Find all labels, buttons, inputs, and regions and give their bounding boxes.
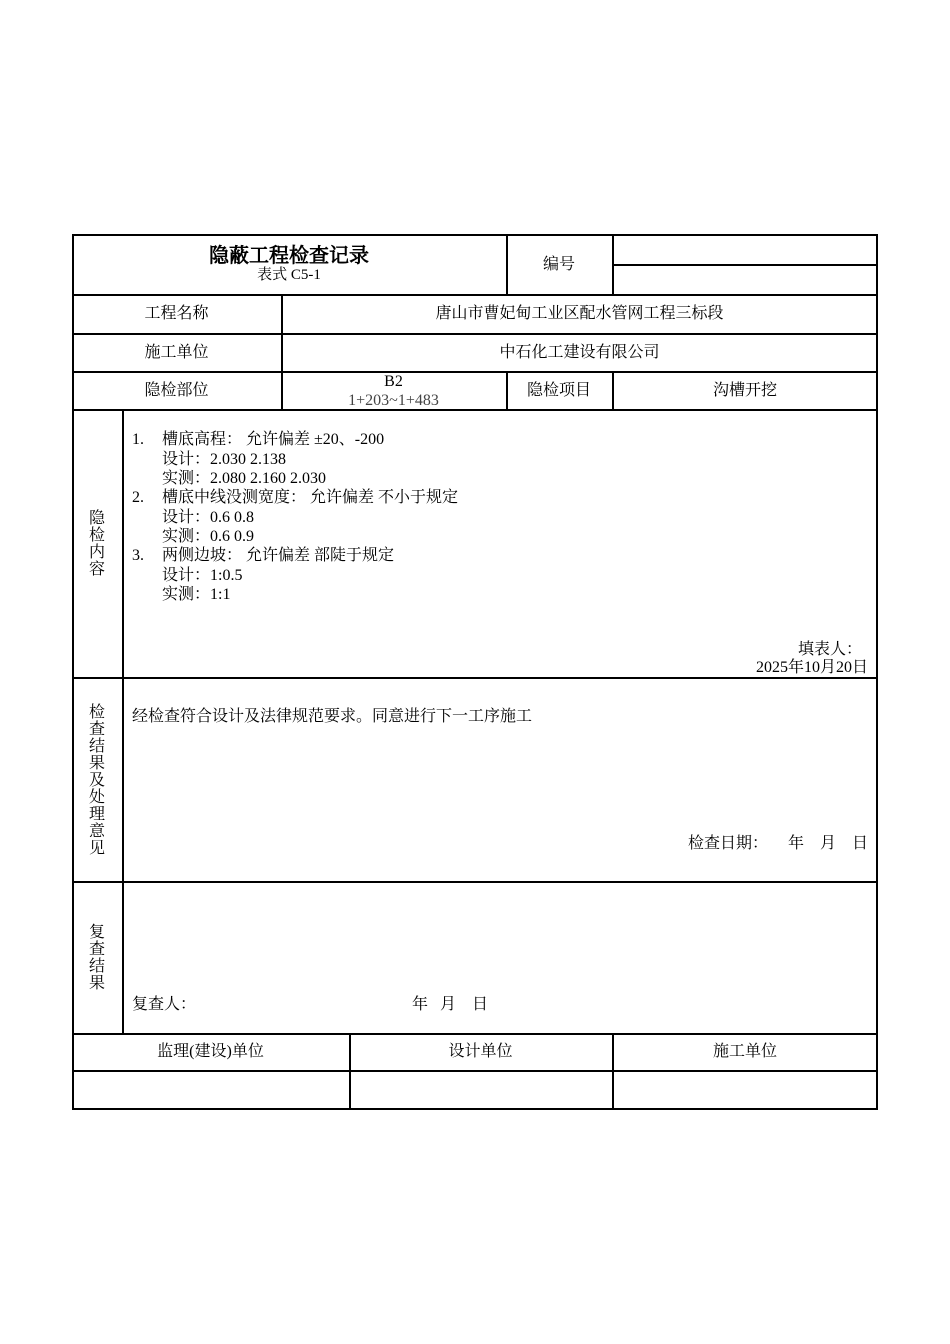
list-item-number: 2.	[132, 489, 144, 506]
inspection-part-value: B2	[384, 373, 403, 390]
filler-label: 填表人：	[797, 641, 862, 658]
result-text: 经检查符合设计及法律规范要求。同意进行下一工序施工	[132, 708, 533, 725]
project-name-label: 工程名称	[144, 305, 209, 322]
inspection-item-label: 隐检项目	[526, 382, 591, 399]
list-item: 设计：2.030 2.138	[162, 451, 287, 468]
table-rule	[122, 409, 124, 1034]
filler-date: 2025年10月20日	[755, 659, 868, 676]
list-item: 实测：2.080 2.160 2.030	[162, 470, 327, 487]
table-border-right	[876, 234, 878, 1110]
design-unit-label: 设计单位	[448, 1043, 513, 1060]
project-name-value: 唐山市曹妃甸工业区配水管网工程三标段	[435, 305, 724, 322]
inspection-part-station: 1+203~1+483	[348, 392, 439, 409]
table-rule	[72, 371, 878, 373]
table-border-top	[72, 234, 878, 236]
construction-unit-label: 施工单位	[712, 1043, 777, 1060]
table-rule	[612, 234, 614, 295]
table-rule	[72, 677, 878, 679]
table-rule	[72, 1070, 878, 1072]
list-item: 设计：0.6 0.8	[162, 509, 255, 526]
supervisor-unit-label: 监理(建设)单位	[157, 1043, 264, 1060]
table-rule	[72, 881, 878, 883]
list-item: 两侧边坡： 允许偏差 部陡于规定	[162, 547, 395, 564]
table-rule	[72, 1033, 878, 1035]
list-item: 槽底高程： 允许偏差 ±20、-200	[162, 431, 385, 448]
list-item: 设计：1:0.5	[162, 567, 243, 584]
list-item: 实测：0.6 0.9	[162, 528, 255, 545]
review-date-label: 年 月 日	[412, 996, 489, 1013]
check-date-label: 检查日期： 年 月 日	[687, 835, 868, 852]
table-rule	[72, 333, 878, 335]
number-label: 编号	[542, 256, 575, 273]
contractor-label: 施工单位	[144, 344, 209, 361]
table-rule	[72, 409, 878, 411]
table-rule	[613, 264, 878, 266]
inspection-item-value: 沟槽开挖	[712, 382, 777, 399]
inspection-content-side-label: 隐 检 内 容	[88, 510, 105, 578]
list-item-number: 1.	[132, 431, 144, 448]
form-code: 表式 C5-1	[257, 267, 321, 283]
page-title: 隐蔽工程检查记录	[209, 245, 369, 267]
result-side-label: 检 查 结 果 及 处 理 意 见	[88, 704, 105, 857]
table-rule	[72, 294, 878, 296]
inspection-part-label: 隐检部位	[144, 382, 209, 399]
review-side-label: 复 查 结 果	[88, 924, 105, 992]
list-item: 槽底中线没测宽度： 允许偏差 不小于规定	[162, 489, 459, 506]
list-item-number: 3.	[132, 547, 144, 564]
contractor-value: 中石化工建设有限公司	[499, 344, 660, 361]
table-border-bottom	[72, 1108, 878, 1110]
list-item: 实测：1:1	[162, 586, 231, 603]
reviewer-label: 复查人：	[132, 996, 197, 1013]
inspection-record-form	[72, 234, 878, 1110]
